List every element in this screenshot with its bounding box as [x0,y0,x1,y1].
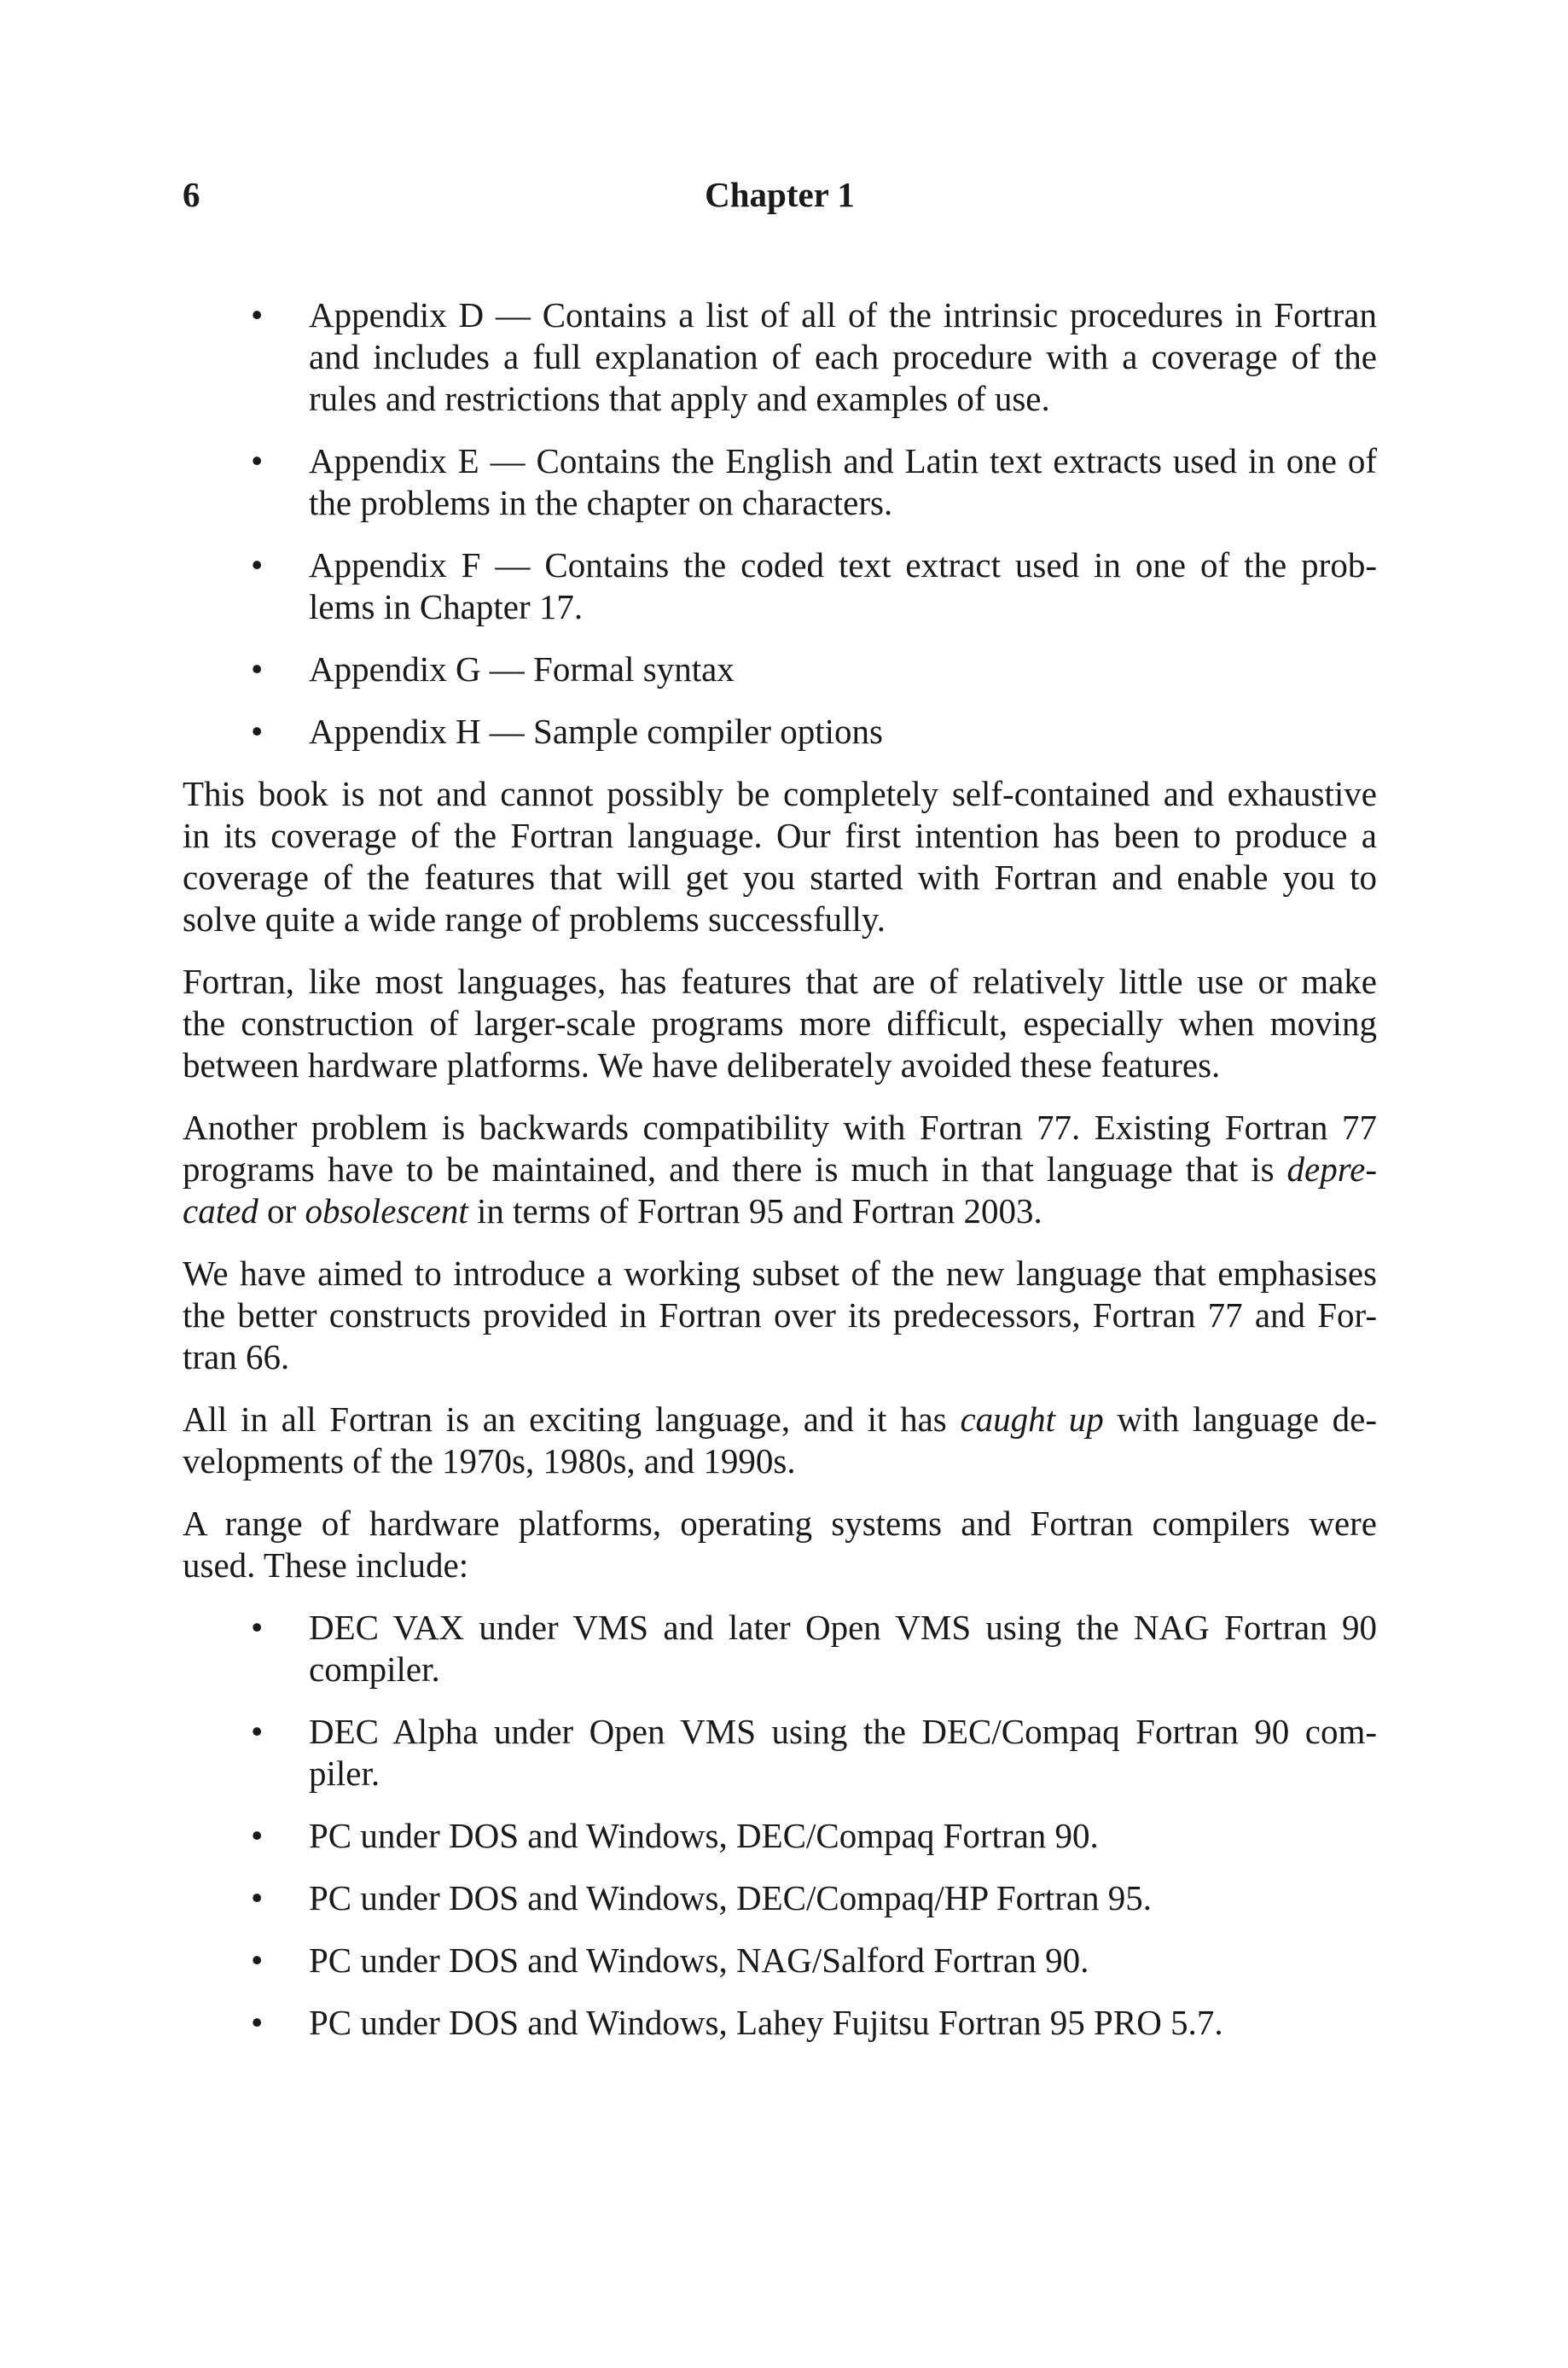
italic-text: caught up [960,1399,1104,1439]
text-line [183,1149,1377,1190]
text-line [183,1336,1377,1378]
bullet-item [183,440,1377,524]
text-line [309,482,1377,524]
chapter-title: Chapter 1 [705,175,855,214]
paragraph [183,1253,1377,1378]
italic-text: cated [183,1191,258,1231]
paragraph [183,1107,1377,1232]
text-line [183,857,1377,899]
text-segment: compiler. [309,1649,440,1689]
text-segment: programs have to be maintained, and there is much in that language that is [183,1149,1287,1189]
text-segment: Appendix H — Sample compiler options [309,712,883,751]
text-segment: A range of hardware platforms, operating systems and Fortran compilers were [183,1504,1377,1543]
paragraph [183,1399,1377,1482]
text-segment: and includes a full explanation of each procedure with a coverage of the [309,337,1377,376]
text-segment: Appendix D — Contains a list of all of the intrinsic procedures in Fortran [309,295,1377,335]
text-line [183,1044,1377,1086]
bullet-icon: • [251,1712,264,1751]
text-line [309,378,1377,420]
text-segment: PC under DOS and Windows, DEC/Compaq Fortran 90. [309,1816,1099,1855]
bullet-icon: • [251,649,264,689]
bullet-icon: • [251,712,264,751]
bullet-item [183,544,1377,628]
bullet-icon: • [251,545,264,585]
bullet-icon: • [251,1608,264,1647]
text-line [183,1503,1377,1545]
text-line [183,815,1377,857]
text-segment: PC under DOS and Windows, Lahey Fujitsu Fortran 95 PRO 5.7. [309,2003,1223,2042]
bullet-icon: • [251,1878,264,1917]
text-line [309,544,1377,586]
text-segment: the construction of larger-scale programs more difficult, especially when moving [183,1004,1377,1043]
text-line [309,649,1377,690]
text-line [309,1649,1377,1690]
text-segment: All in all Fortran is an exciting language, and it has [183,1399,961,1439]
text-segment: used. These include: [183,1545,469,1585]
text-line [183,1107,1377,1149]
text-line [183,1295,1377,1336]
text-segment: the problems in the chapter on characters. [309,483,893,522]
page-body [183,294,1377,2064]
text-line [309,1877,1377,1919]
text-segment: with language de- [1103,1399,1377,1439]
bullet-icon: • [251,1816,264,1855]
text-line [183,1399,1377,1440]
paragraph [183,1503,1377,1586]
text-line [183,1253,1377,1295]
text-segment: Appendix F — Contains the coded text extract used in one of the prob- [309,545,1377,585]
text-segment: PC under DOS and Windows, DEC/Compaq/HP Fortran 95. [309,1878,1153,1917]
text-line [183,1190,1377,1232]
text-segment: rules and restrictions that apply and examples of use. [309,379,1050,418]
text-segment: DEC VAX under VMS and later Open VMS using the NAG Fortran 90 [309,1608,1377,1647]
text-segment: or [258,1191,305,1231]
bullet-item [183,711,1377,753]
bullet-item [183,1607,1377,1690]
text-segment: Another problem is backwards compatibility with Fortran 77. Existing Fortran 77 [183,1108,1377,1147]
text-segment: solve quite a wide range of problems successfully. [183,899,886,939]
text-segment: This book is not and cannot possibly be completely self-contained and exhaustive [183,774,1377,813]
text-line [309,1607,1377,1649]
page-number: 6 [183,175,200,214]
bullet-item [183,1940,1377,1981]
bullet-item [183,1877,1377,1919]
bullet-item [183,1815,1377,1857]
text-line [309,711,1377,753]
text-line [309,1711,1377,1753]
text-segment: PC under DOS and Windows, NAG/Salford Fortran 90. [309,1940,1089,1980]
running-header [183,172,1377,217]
bullet-item [183,1711,1377,1795]
bullet-item [183,294,1377,420]
text-line [183,1440,1377,1482]
text-segment: in its coverage of the Fortran language. Our first intention has been to produce a [183,816,1377,855]
text-line [309,1753,1377,1795]
text-line [183,961,1377,1003]
bullet-icon: • [251,441,264,480]
bullet-item [183,2002,1377,2044]
text-line [309,336,1377,378]
text-line [183,899,1377,940]
text-segment: piler. [309,1754,380,1793]
text-line [309,2002,1377,2044]
text-line [183,1545,1377,1586]
text-segment: between hardware platforms. We have deliberately avoided these features. [183,1045,1221,1085]
bullet-icon: • [251,2003,264,2042]
text-segment: We have aimed to introduce a working subset of the new language that emphasises [183,1254,1377,1293]
text-segment: Appendix G — Formal syntax [309,649,735,689]
text-line [309,1940,1377,1981]
text-line [183,773,1377,815]
text-segment: Appendix E — Contains the English and Latin text extracts used in one of [309,441,1377,480]
paragraph [183,961,1377,1086]
bullet-item [183,649,1377,690]
text-segment: Fortran, like most languages, has features that are of relatively little use or make [183,962,1377,1001]
italic-text: obsolescent [305,1191,468,1231]
text-segment: velopments of the 1970s, 1980s, and 1990s. [183,1441,796,1481]
text-line [183,1003,1377,1044]
bullet-icon: • [251,1940,264,1980]
paragraph [183,773,1377,940]
bullet-icon: • [251,295,264,335]
text-line [309,586,1377,628]
text-segment: lems in Chapter 17. [309,587,584,626]
italic-text: depre- [1286,1149,1377,1189]
text-segment: in terms of Fortran 95 and Fortran 2003. [467,1191,1042,1231]
text-segment: tran 66. [183,1337,290,1376]
text-line [309,1815,1377,1857]
text-segment: the better constructs provided in Fortran over its predecessors, Fortran 77 and For- [183,1295,1377,1335]
text-line [309,294,1377,336]
text-segment: DEC Alpha under Open VMS using the DEC/Compaq Fortran 90 com- [309,1712,1377,1751]
text-segment: coverage of the features that will get you started with Fortran and enable you to [183,858,1377,897]
text-line [309,440,1377,482]
